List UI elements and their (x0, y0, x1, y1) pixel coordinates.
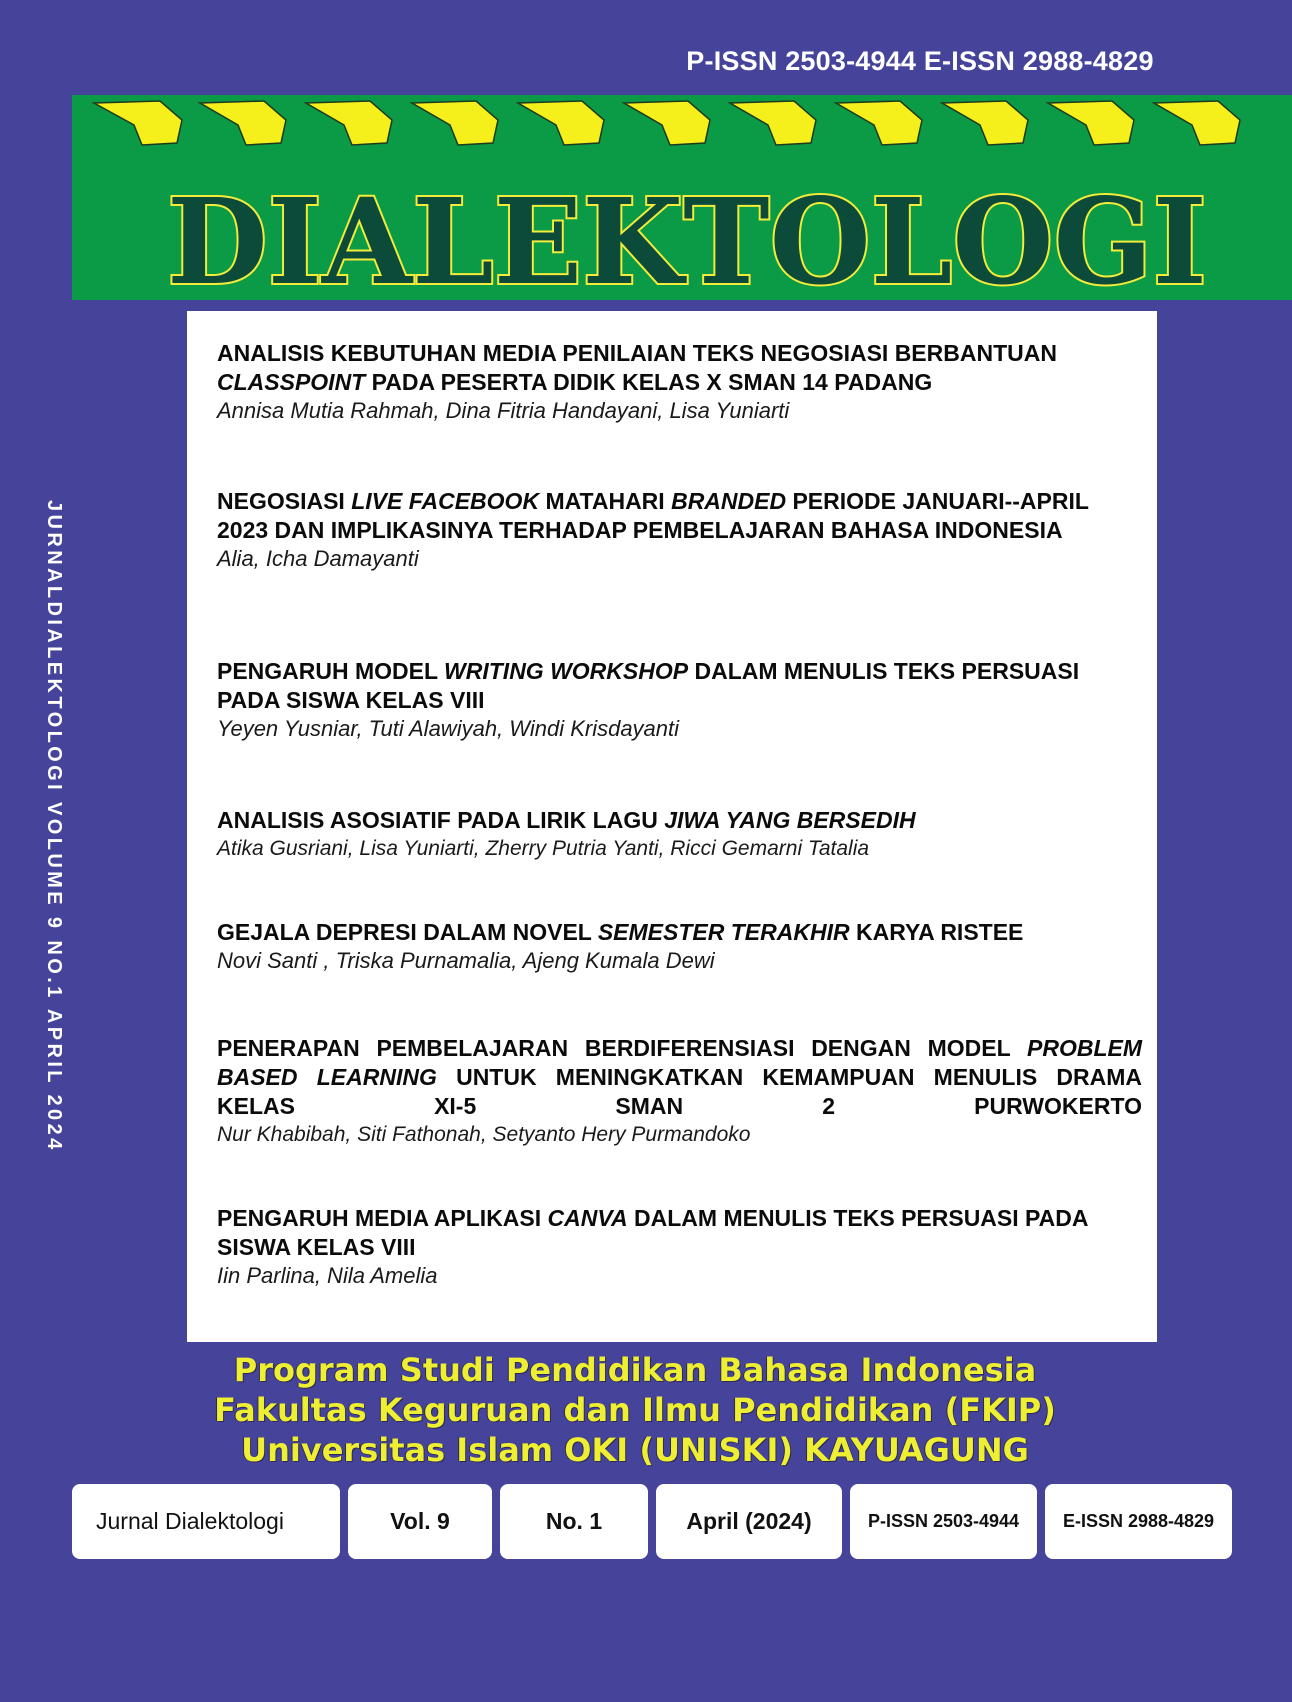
article-title[interactable]: GEJALA DEPRESI DALAM NOVEL SEMESTER TERAKHIR KARYA RISTEE (217, 919, 1024, 945)
article-entry (217, 657, 1142, 742)
article-authors: Yeyen Yusniar, Tuti Alawiyah, Windi Krisdayanti (217, 716, 680, 741)
article-authors: Novi Santi , Triska Purnamalia, Ajeng Kumala Dewi (217, 948, 715, 973)
pissn-box: P-ISSN 2503-4944 (850, 1484, 1037, 1559)
article-title[interactable]: PENERAPAN PEMBELAJARAN BERDIFERENSIASI DENGAN MODEL PROBLEM BASED LEARNING UNTUK MENINGKATKAN KEMAMPUAN MENULIS DRAMA KELAS XI-5 SMAN 2 PURWOKERTO (217, 1035, 1143, 1119)
article-title[interactable]: PENGARUH MODEL WRITING WORKSHOP DALAM MENULIS TEKS PERSUASI PADA SISWA KELAS VIII (217, 658, 1080, 713)
info-bar (0, 1484, 1292, 1559)
title-banner (72, 95, 1292, 300)
article-entry (217, 918, 1142, 974)
date-box: April (2024) (656, 1484, 842, 1559)
article-title[interactable]: ANALISIS ASOSIATIF PADA LIRIK LAGU JIWA YANG BERSEDIH (217, 807, 916, 833)
table-of-contents (187, 311, 1157, 1342)
article-authors: Annisa Mutia Rahmah, Dina Fitria Handayani, Lisa Yuniarti (217, 398, 790, 423)
article-authors: Nur Khabibah, Siti Fathonah, Setyanto Hery Purmandoko (217, 1123, 751, 1146)
journal-name-box: Jurnal Dialektologi (72, 1484, 340, 1559)
volume-box: Vol. 9 (348, 1484, 492, 1559)
article-title[interactable]: ANALISIS KEBUTUHAN MEDIA PENILAIAN TEKS NEGOSIASI BERBANTUAN CLASSPOINT PADA PESERTA DIDIK KELAS X SMAN 14 PADANG (217, 340, 1057, 395)
university-line: Universitas Islam OKI (UNISKI) KAYUAGUNG (241, 1431, 1029, 1469)
article-title[interactable]: PENGARUH MEDIA APLIKASI CANVA DALAM MENULIS TEKS PERSUASI PADA SISWA KELAS VIII (217, 1205, 1088, 1260)
eissn-box: E-ISSN 2988-4829 (1045, 1484, 1232, 1559)
article-title[interactable]: NEGOSIASI LIVE FACEBOOK MATAHARI BRANDED PERIODE JANUARI--APRIL 2023 DAN IMPLIKASINYA TERHADAP PEMBELAJARAN BAHASA INDONESIA (217, 488, 1089, 543)
article-authors: Iin Parlina, Nila Amelia (217, 1263, 438, 1288)
program-line: Program Studi Pendidikan Bahasa Indonesia (233, 1351, 1037, 1389)
issn-header: P-ISSN 2503-4944 E-ISSN 2988-4829 (686, 46, 1154, 76)
article-entry (217, 487, 1142, 572)
article-entry (217, 806, 1142, 862)
journal-title-logo (162, 175, 1212, 300)
svg-text:DIALEKTOLOGI: DIALEKTOLOGI (167, 175, 1207, 300)
number-box: No. 1 (500, 1484, 648, 1559)
stripe-decoration (72, 95, 1292, 155)
article-authors: Atika Gusriani, Lisa Yuniarti, Zherry Putria Yanti, Ricci Gemarni Tatalia (217, 837, 870, 860)
article-entry (217, 1204, 1142, 1289)
spine-label: JURNALDIALEKTOLOGI VOLUME 9 NO.1 APRIL 2024 (43, 500, 65, 1153)
faculty-line: Fakultas Keguruan dan Ilmu Pendidikan (FKIP) (214, 1391, 1056, 1429)
article-authors: Alia, Icha Damayanti (217, 546, 419, 571)
article-entry (217, 1034, 1142, 1148)
publisher-info (205, 1350, 1065, 1470)
article-entry (217, 339, 1142, 424)
